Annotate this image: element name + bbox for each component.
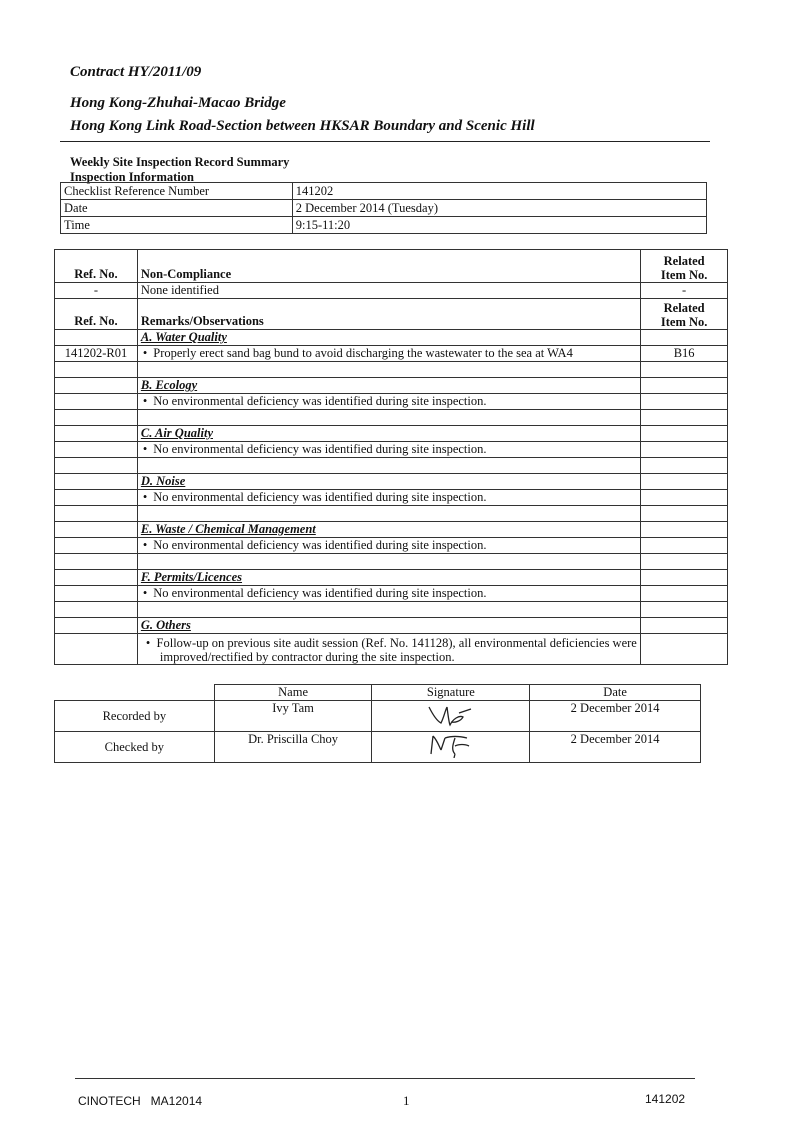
spacer-row [55, 602, 728, 618]
noncompliance-item: - [641, 283, 728, 299]
remark-text: • No environmental deficiency was identified during site inspection. [137, 586, 640, 602]
remark-text: • Follow-up on previous site audit session (Ref. No. 141128), all environmental deficiencies were improved/rectified by contractor during the site inspection. [137, 634, 640, 665]
footer-left: CINOTECH MA12014 [78, 1094, 203, 1108]
spacer-row [55, 506, 728, 522]
remark-text: • No environmental deficiency was identified during site inspection. [137, 490, 640, 506]
info-row-date [61, 200, 707, 217]
remarks-header: Remarks/Observations [137, 299, 640, 330]
remark-text: • No environmental deficiency was identified during site inspection. [137, 442, 640, 458]
signoff-role: Recorded by [55, 701, 215, 732]
noncompliance-ref: - [55, 283, 138, 299]
project-subtitle: Hong Kong Link Road-Section between HKSAR Boundary and Scenic Hill [70, 118, 535, 134]
signature-cell [372, 701, 530, 732]
section-heading-row [55, 330, 728, 346]
remarks-header-row [55, 299, 728, 330]
section-heading-row [55, 522, 728, 538]
section-heading: G. Others [137, 618, 640, 634]
info-row-time [61, 217, 707, 234]
signoff-date: 2 December 2014 [530, 701, 701, 732]
section-heading: E. Waste / Chemical Management [137, 522, 640, 538]
related-item-header: Related Item No. [641, 299, 728, 330]
remark-row [55, 442, 728, 458]
contract-number: Contract HY/2011/09 [70, 64, 202, 80]
signature-icon [411, 732, 491, 758]
remark-text: • Properly erect sand bag bund to avoid discharging the wastewater to the sea at WA4 [137, 346, 640, 362]
signoff-role: Checked by [55, 732, 215, 763]
section-heading: F. Permits/Licences [137, 570, 640, 586]
info-section-title: Inspection Information [70, 170, 194, 184]
signature-icon [411, 701, 491, 727]
noncompliance-desc: None identified [137, 283, 640, 299]
section-heading: D. Noise [137, 474, 640, 490]
signature-header: Signature [372, 685, 530, 701]
remark-row [55, 538, 728, 554]
remark-row [55, 346, 728, 362]
footer-right: 141202 [645, 1092, 686, 1106]
signoff-row-recorded [55, 701, 701, 732]
project-title: Hong Kong-Zhuhai-Macao Bridge [70, 95, 286, 111]
remark-text: • No environmental deficiency was identified during site inspection. [137, 538, 640, 554]
page-number: 1 [403, 1093, 410, 1108]
header-divider [60, 141, 710, 142]
section-heading-row [55, 426, 728, 442]
section-heading: B. Ecology [137, 378, 640, 394]
info-row-reference [61, 183, 707, 200]
remark-item: B16 [641, 346, 728, 362]
info-label: Time [61, 217, 293, 234]
remark-row [55, 490, 728, 506]
info-value: 141202 [292, 183, 706, 200]
remark-row [55, 394, 728, 410]
section-heading-row [55, 618, 728, 634]
spacer-row [55, 458, 728, 474]
remark-row [55, 586, 728, 602]
signature-cell [372, 732, 530, 763]
section-heading: C. Air Quality [137, 426, 640, 442]
record-title: Weekly Site Inspection Record Summary [70, 155, 290, 169]
signoff-table [54, 684, 701, 763]
noncompliance-row [55, 283, 728, 299]
info-label: Checklist Reference Number [61, 183, 293, 200]
section-heading: A. Water Quality [137, 330, 640, 346]
section-heading-row [55, 378, 728, 394]
info-value: 2 December 2014 (Tuesday) [292, 200, 706, 217]
inspection-info-table [60, 182, 707, 234]
info-value: 9:15-11:20 [292, 217, 706, 234]
signoff-name: Dr. Priscilla Choy [214, 732, 372, 763]
date-header: Date [530, 685, 701, 701]
related-item-header: Related Item No. [641, 250, 728, 283]
noncompliance-header-row [55, 250, 728, 283]
signoff-row-checked [55, 732, 701, 763]
signoff-date: 2 December 2014 [530, 732, 701, 763]
signoff-name: Ivy Tam [214, 701, 372, 732]
remark-text: • No environmental deficiency was identified during site inspection. [137, 394, 640, 410]
spacer-row [55, 362, 728, 378]
signoff-header-row [55, 685, 701, 701]
footer-divider [75, 1078, 695, 1079]
compliance-table [54, 249, 728, 665]
remark-ref: 141202-R01 [55, 346, 138, 362]
ref-header: Ref. No. [55, 250, 138, 283]
section-heading-row [55, 474, 728, 490]
info-label: Date [61, 200, 293, 217]
noncompliance-header: Non-Compliance [137, 250, 640, 283]
name-header: Name [214, 685, 372, 701]
spacer-row [55, 410, 728, 426]
ref-header: Ref. No. [55, 299, 138, 330]
spacer-row [55, 554, 728, 570]
section-heading-row [55, 570, 728, 586]
remark-row [55, 634, 728, 665]
